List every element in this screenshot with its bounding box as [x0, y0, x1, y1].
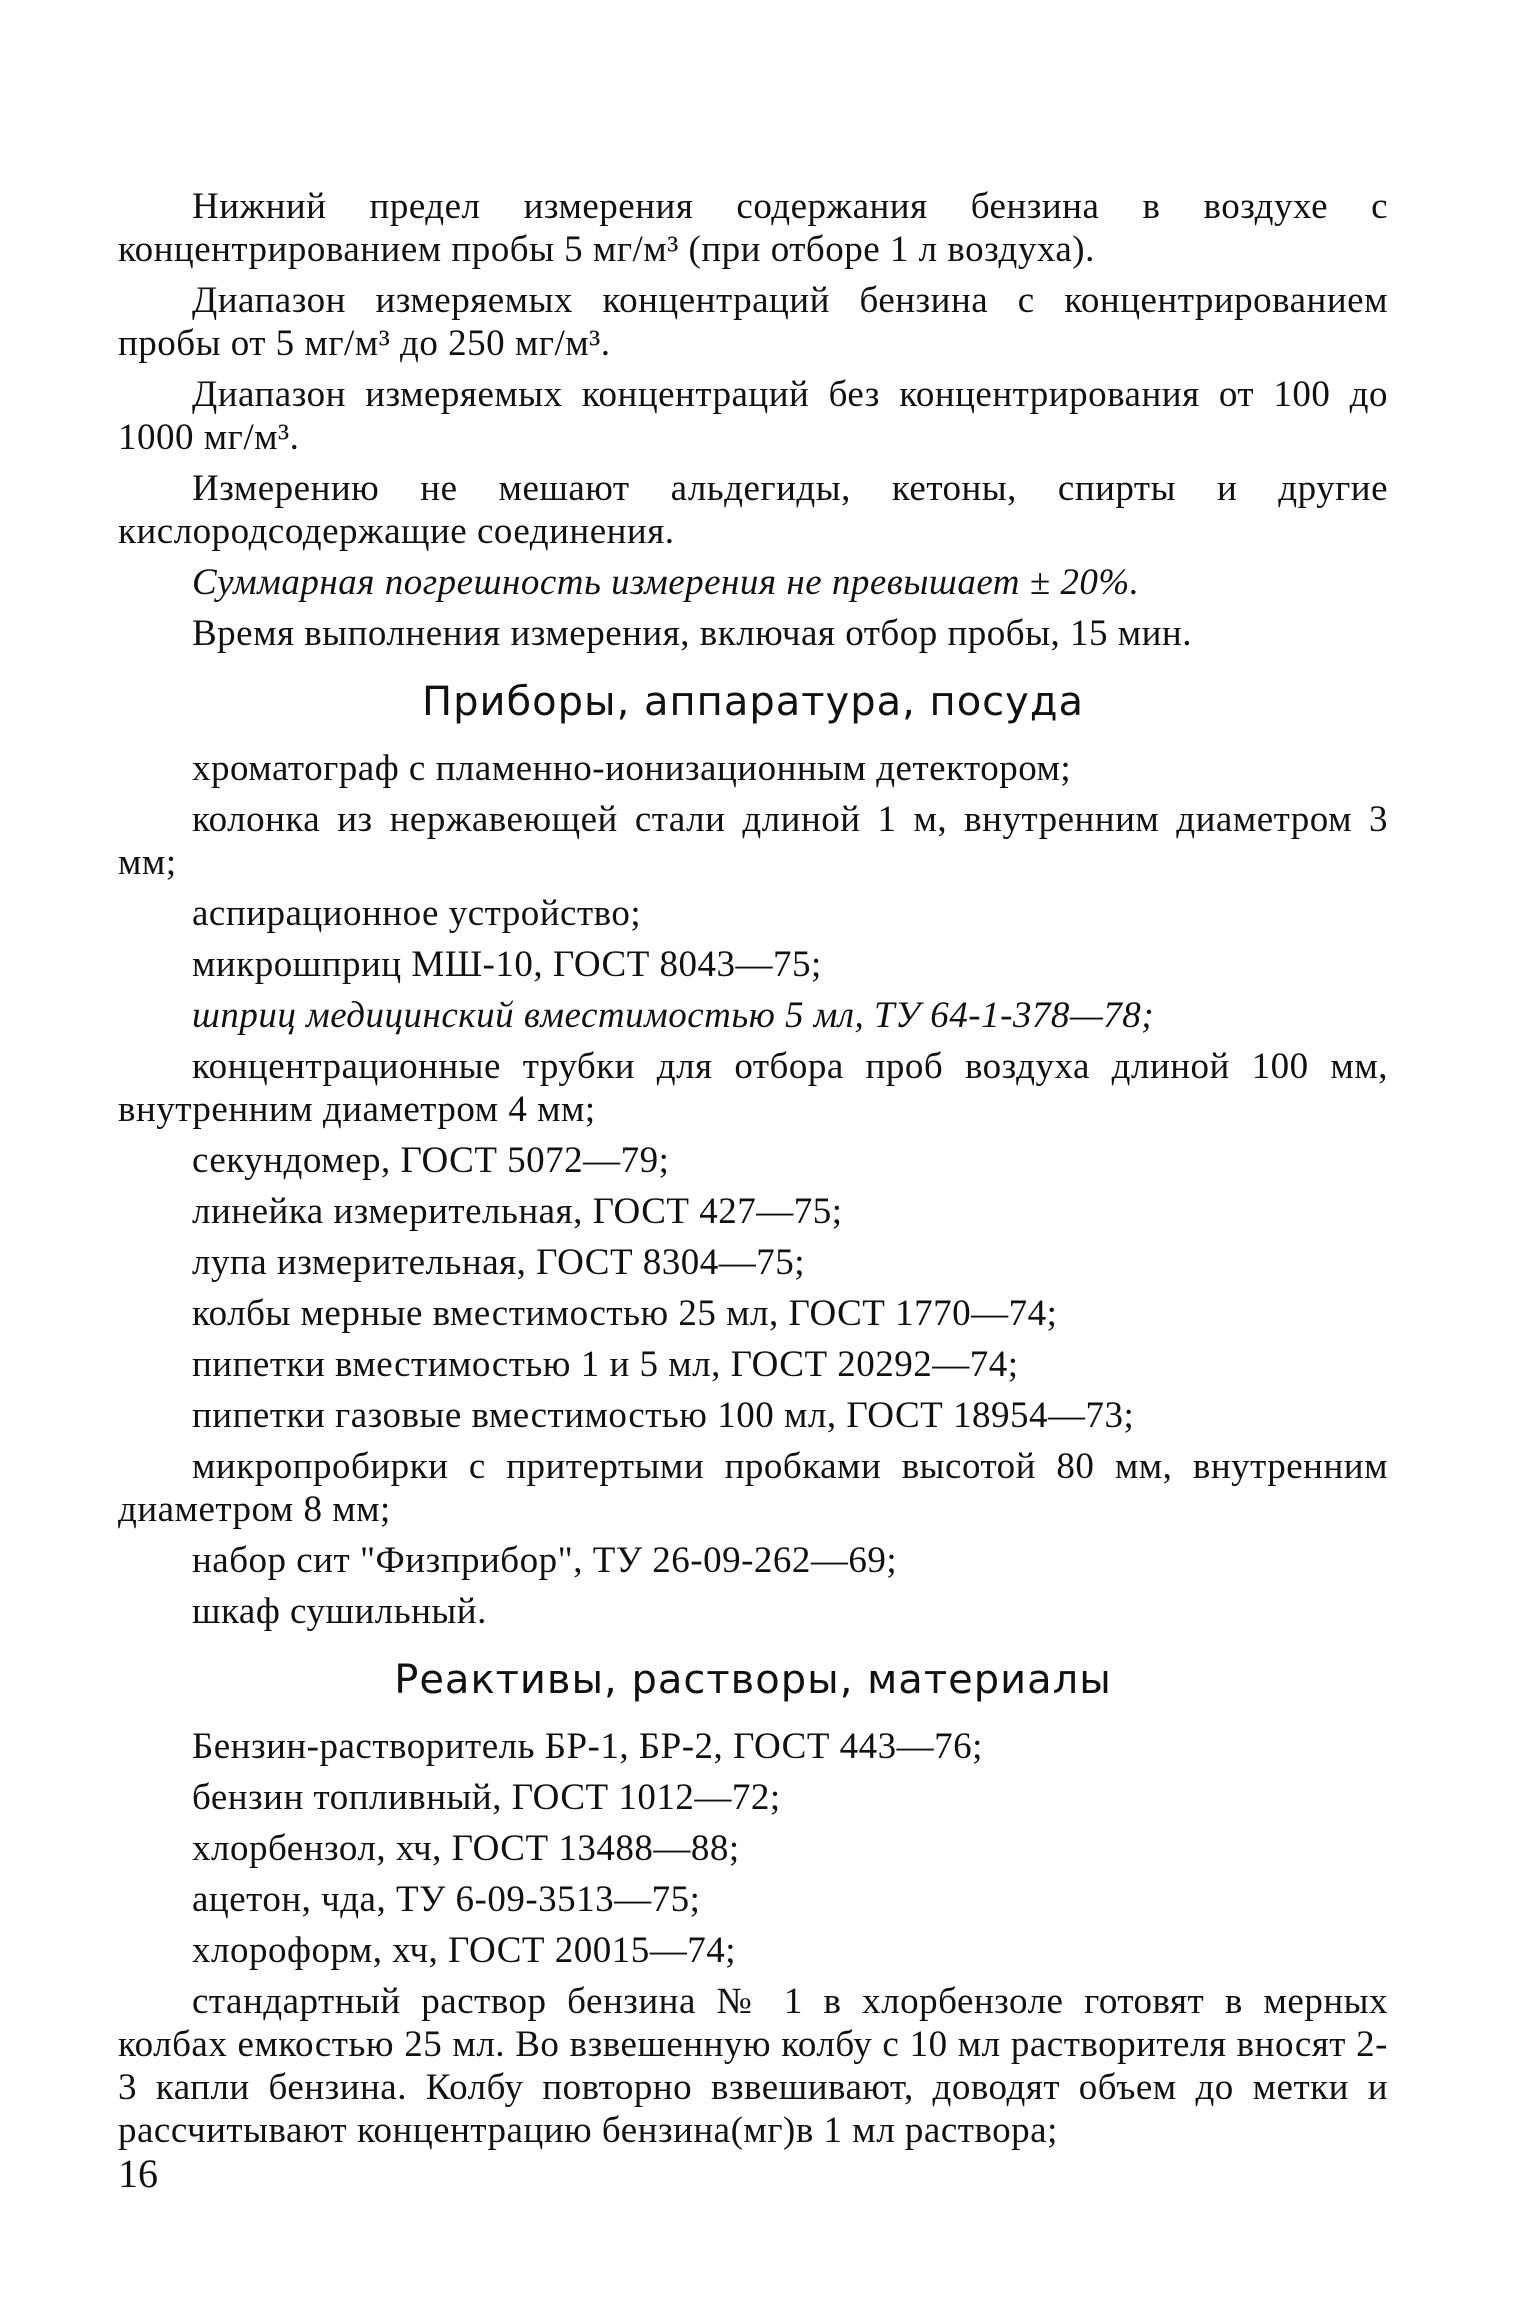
reagents-list — [118, 1725, 1388, 2152]
section-heading-reagents: Реактивы, растворы, материалы — [394, 1657, 1112, 1703]
list-item: пипетки вместимостью 1 и 5 мл, ГОСТ 20292—74; — [192, 1344, 1019, 1385]
list-item: микропробирки с притертыми пробками высотой 80 мм, внутренним диаметром 8 мм; — [118, 1446, 1388, 1530]
section-heading-equipment: Приборы, аппаратура, посуда — [422, 679, 1084, 725]
list-item: колбы мерные вместимостью 25 мл, ГОСТ 1770—74; — [192, 1293, 1058, 1334]
list-item: концентрационные трубки для отбора проб воздуха длиной 100 мм, внутренним диаметром 4 мм; — [118, 1046, 1388, 1130]
list-item: аспирационное устройство; — [192, 893, 642, 934]
intro-paragraph: Диапазон измеряемых концентраций бензина с концентрированием пробы от 5 мг/м³ до 250 мг/м³. — [118, 280, 1388, 364]
list-item: лупа измерительная, ГОСТ 8304—75; — [192, 1242, 806, 1283]
page-body — [118, 185, 1388, 2152]
list-item: хлорбензол, хч, ГОСТ 13488—88; — [192, 1828, 740, 1869]
list-item: шприц медицинский вместимостью 5 мл, ТУ 64-1-378—78; — [192, 995, 1155, 1036]
intro-paragraph: Суммарная погрешность измерения не превышает ± 20%. — [192, 562, 1140, 603]
list-item: Бензин-растворитель БР-1, БР-2, ГОСТ 443—76; — [192, 1726, 983, 1767]
list-item: хлороформ, хч, ГОСТ 20015—74; — [192, 1930, 737, 1971]
list-item: хроматограф с пламенно-ионизационным детектором; — [192, 748, 1072, 789]
list-item: ацетон, чда, ТУ 6-09-3513—75; — [192, 1879, 701, 1920]
list-item: микрошприц МШ-10, ГОСТ 8043—75; — [192, 944, 822, 985]
list-item: бензин топливный, ГОСТ 1012—72; — [192, 1777, 781, 1818]
list-item: набор сит "Физприбор", ТУ 26-09-262—69; — [192, 1540, 898, 1581]
list-item: стандартный раствор бензина № 1 в хлорбензоле готовят в мерных колбах емкостью 25 мл. Во взвешенную колбу с 10 мл растворителя вносят 2-3 капли бензина. Колбу повторно взвешивают, доводят объем до метки и рассчитывают концентрацию бензина(мг)в 1 мл раствора; — [118, 1981, 1388, 2151]
list-item: секундомер, ГОСТ 5072—79; — [192, 1140, 670, 1181]
list-item: шкаф сушильный. — [192, 1591, 487, 1632]
page-number: 16 — [118, 2151, 158, 2196]
intro-paragraph: Нижний предел измерения содержания бензина в воздухе с концентрированием пробы 5 мг/м³ (при отборе 1 л воздуха). — [118, 186, 1388, 270]
list-item: линейка измерительная, ГОСТ 427—75; — [192, 1191, 843, 1232]
intro-paragraph: Измерению не мешают альдегиды, кетоны, спирты и другие кислородсодержащие соединения. — [118, 468, 1388, 552]
intro-paragraph: Время выполнения измерения, включая отбор пробы, 15 мин. — [192, 613, 1192, 654]
list-item: колонка из нержавеющей стали длиной 1 м, внутренним диаметром 3 мм; — [118, 799, 1388, 883]
intro-paragraph: Диапазон измеряемых концентраций без концентрирования от 100 до 1000 мг/м³. — [118, 374, 1388, 458]
equipment-list — [118, 747, 1388, 1633]
list-item: пипетки газовые вместимостью 100 мл, ГОСТ 18954—73; — [192, 1395, 1135, 1436]
